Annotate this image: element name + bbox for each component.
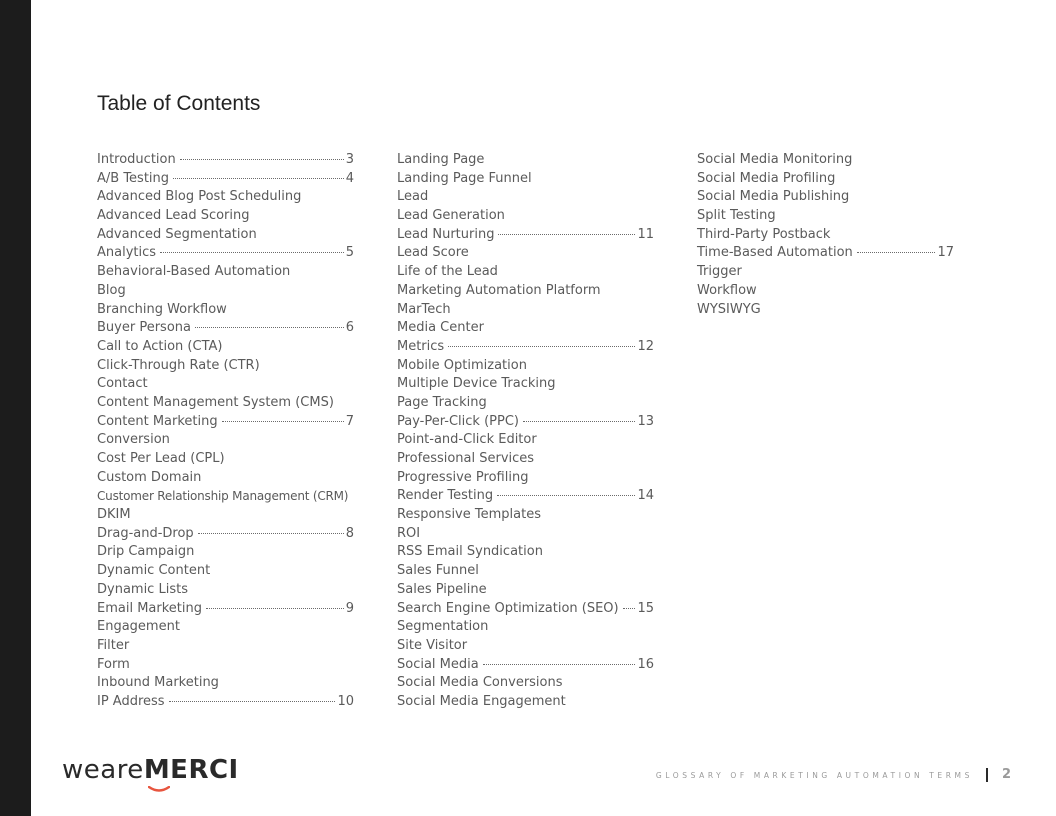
toc-dot-leader bbox=[160, 252, 344, 253]
footer-page-number: 2 bbox=[1002, 767, 1012, 782]
logo-text-merci: MERCI bbox=[143, 755, 239, 785]
toc-entry-label: Call to Action (CTA) bbox=[97, 338, 223, 354]
toc-entry[interactable] bbox=[97, 170, 354, 189]
toc-entry[interactable] bbox=[97, 562, 354, 581]
toc-dot-leader bbox=[173, 178, 344, 179]
toc-entry-label: Multiple Device Tracking bbox=[397, 376, 556, 392]
toc-entry[interactable] bbox=[397, 226, 654, 245]
left-sidebar-bar bbox=[0, 0, 31, 816]
toc-entry-label: Conversion bbox=[97, 432, 170, 448]
toc-entry-label: Drip Campaign bbox=[97, 544, 195, 560]
toc-entry[interactable] bbox=[97, 151, 354, 170]
toc-entry[interactable] bbox=[97, 413, 354, 432]
toc-entry[interactable] bbox=[97, 394, 354, 413]
toc-entry[interactable] bbox=[97, 282, 354, 301]
toc-entry[interactable] bbox=[397, 618, 654, 637]
toc-page-number: 6 bbox=[345, 320, 354, 336]
toc-entry[interactable] bbox=[97, 543, 354, 562]
toc-entry[interactable] bbox=[397, 301, 654, 320]
toc-entry-label: Time-Based Automation bbox=[697, 245, 853, 261]
toc-dot-leader bbox=[448, 346, 635, 347]
toc-entry-label: IP Address bbox=[97, 693, 165, 709]
toc-entry[interactable] bbox=[697, 151, 954, 170]
toc-entry[interactable] bbox=[397, 450, 654, 469]
toc-entry-label: Professional Services bbox=[397, 451, 535, 466]
toc-entry[interactable] bbox=[697, 207, 954, 226]
toc-entry-label: Render Testing bbox=[397, 488, 494, 504]
toc-entry[interactable] bbox=[97, 506, 354, 525]
toc-entry-label: Buyer Persona bbox=[97, 320, 191, 336]
toc-entry[interactable] bbox=[97, 450, 354, 469]
toc-dot-leader bbox=[857, 252, 936, 253]
toc-dot-leader bbox=[483, 664, 636, 665]
toc-entry-label: Mobile Optimization bbox=[397, 357, 527, 373]
toc-entry-label: Social Media Conversions bbox=[397, 675, 563, 691]
toc-entry[interactable] bbox=[97, 338, 354, 357]
toc-dot-leader bbox=[198, 533, 344, 534]
toc-dot-leader bbox=[222, 421, 344, 422]
toc-entry-label: Content Management System (CMS) bbox=[97, 394, 334, 410]
toc-entry-label: Responsive Templates bbox=[397, 507, 541, 523]
toc-entry[interactable] bbox=[697, 263, 954, 282]
toc-entry-label: Social Media Monitoring bbox=[697, 152, 853, 167]
toc-entry[interactable] bbox=[697, 170, 954, 189]
toc-entry-label: Trigger bbox=[697, 264, 742, 280]
toc-entry-label: Content Marketing bbox=[97, 413, 218, 429]
toc-entry[interactable] bbox=[397, 656, 654, 675]
toc-page-number: 10 bbox=[337, 693, 354, 709]
toc-entry[interactable] bbox=[697, 282, 954, 301]
footer-document-title: GLOSSARY OF MARKETING AUTOMATION TERMS bbox=[655, 771, 973, 780]
toc-entry-label: MarTech bbox=[397, 301, 451, 317]
toc-entry-label: Site Visitor bbox=[397, 637, 468, 653]
toc-entry-label: Lead Score bbox=[397, 245, 469, 261]
toc-entry-label: A/B Testing bbox=[97, 170, 170, 186]
toc-entry-label: Social Media bbox=[397, 656, 479, 672]
toc-entry[interactable] bbox=[97, 301, 354, 320]
toc-entry[interactable] bbox=[397, 394, 654, 413]
toc-entry-label: Customer Relationship Management (CRM) bbox=[97, 489, 349, 504]
toc-entry[interactable] bbox=[397, 562, 654, 581]
toc-page-number: 3 bbox=[345, 152, 354, 167]
toc-entry[interactable] bbox=[97, 263, 354, 282]
toc-entry-label: Advanced Blog Post Scheduling bbox=[97, 189, 302, 205]
toc-entry[interactable] bbox=[97, 188, 354, 207]
toc-dot-leader bbox=[497, 495, 635, 496]
toc-entry[interactable] bbox=[397, 244, 654, 263]
toc-entry-label: Form bbox=[97, 656, 130, 672]
toc-entry[interactable] bbox=[397, 600, 654, 619]
toc-entry[interactable] bbox=[397, 525, 654, 544]
toc-dot-leader bbox=[169, 701, 336, 702]
toc-entry[interactable] bbox=[97, 226, 354, 245]
toc-entry[interactable] bbox=[397, 170, 654, 189]
toc-entry-label: Life of the Lead bbox=[397, 264, 498, 280]
toc-entry-label: Social Media Publishing bbox=[697, 189, 850, 205]
toc-entry-label: Advanced Segmentation bbox=[97, 226, 257, 242]
toc-entry-label: Contact bbox=[97, 376, 148, 392]
toc-entry[interactable] bbox=[97, 637, 354, 656]
toc-page-number: 16 bbox=[637, 656, 654, 672]
toc-entry[interactable] bbox=[397, 413, 654, 432]
toc-entry[interactable] bbox=[97, 525, 354, 544]
toc-entry[interactable] bbox=[697, 244, 954, 263]
toc-entry-label: DKIM bbox=[97, 507, 131, 523]
toc-entry[interactable] bbox=[97, 656, 354, 675]
toc-dot-leader bbox=[623, 608, 636, 609]
toc-entry[interactable] bbox=[397, 282, 654, 301]
toc-column-1 bbox=[97, 151, 354, 712]
toc-entry-label: Social Media Engagement bbox=[397, 693, 566, 709]
toc-entry[interactable] bbox=[397, 637, 654, 656]
toc-entry-label: Split Testing bbox=[697, 208, 776, 224]
toc-entry-label: Sales Funnel bbox=[397, 563, 479, 579]
toc-entry-label: WYSIWYG bbox=[697, 301, 761, 317]
toc-entry[interactable] bbox=[697, 188, 954, 207]
footer-separator bbox=[986, 768, 988, 782]
toc-entry-label: Pay-Per-Click (PPC) bbox=[397, 413, 519, 429]
toc-entry[interactable] bbox=[397, 674, 654, 693]
toc-entry[interactable] bbox=[397, 357, 654, 376]
toc-entry-label: Page Tracking bbox=[397, 394, 487, 410]
toc-dot-leader bbox=[180, 159, 344, 160]
toc-entry-label: Metrics bbox=[397, 338, 445, 354]
toc-entry-label: Dynamic Lists bbox=[97, 581, 188, 597]
merci-logo bbox=[62, 755, 239, 785]
toc-entry[interactable] bbox=[397, 375, 654, 394]
toc-entry[interactable] bbox=[97, 674, 354, 693]
toc-entry-label: Behavioral-Based Automation bbox=[97, 264, 291, 280]
toc-entry-label: Sales Pipeline bbox=[397, 581, 487, 597]
toc-entry-label: Advanced Lead Scoring bbox=[97, 208, 250, 224]
toc-entry-label: Landing Page bbox=[397, 152, 485, 167]
toc-entry[interactable] bbox=[97, 357, 354, 376]
toc-page-number: 11 bbox=[637, 226, 654, 242]
toc-entry-label: Analytics bbox=[97, 245, 157, 261]
toc-page-number: 9 bbox=[345, 600, 354, 616]
toc-entry-label: Lead bbox=[397, 189, 429, 205]
toc-entry[interactable] bbox=[397, 543, 654, 562]
toc-entry-label: RSS Email Syndication bbox=[397, 544, 543, 560]
toc-entry[interactable] bbox=[397, 469, 654, 488]
toc-entry-label: Workflow bbox=[697, 282, 757, 298]
toc-entry-label: Lead Nurturing bbox=[397, 226, 495, 242]
toc-entry[interactable] bbox=[97, 207, 354, 226]
toc-entry-label: Introduction bbox=[97, 152, 176, 167]
logo-text-weare: weare bbox=[62, 755, 144, 785]
toc-page-number: 8 bbox=[345, 525, 354, 541]
logo-smile-accent bbox=[148, 786, 170, 792]
toc-page-number: 17 bbox=[937, 245, 954, 261]
toc-entry-label: Filter bbox=[97, 637, 130, 653]
toc-column-2 bbox=[397, 151, 654, 712]
toc-page-number: 4 bbox=[345, 170, 354, 186]
toc-dot-leader bbox=[523, 421, 635, 422]
toc-entry-label: Third-Party Postback bbox=[697, 226, 831, 242]
toc-entry-label: Segmentation bbox=[397, 619, 489, 635]
toc-page-number: 12 bbox=[637, 338, 654, 354]
toc-column-3 bbox=[697, 151, 954, 319]
toc-entry-label: Inbound Marketing bbox=[97, 675, 219, 691]
toc-entry[interactable] bbox=[397, 506, 654, 525]
toc-page-number: 5 bbox=[345, 245, 354, 261]
toc-entry[interactable] bbox=[397, 338, 654, 357]
toc-entry-label: Engagement bbox=[97, 619, 180, 635]
toc-entry-label: Search Engine Optimization (SEO) bbox=[397, 600, 619, 616]
toc-dot-leader bbox=[498, 234, 635, 235]
toc-entry[interactable] bbox=[97, 431, 354, 450]
toc-dot-leader bbox=[206, 608, 344, 609]
toc-entry-label: Email Marketing bbox=[97, 600, 202, 616]
toc-dot-leader bbox=[195, 327, 344, 328]
toc-entry[interactable] bbox=[97, 319, 354, 338]
toc-entry[interactable] bbox=[397, 487, 654, 506]
toc-entry-label: Point-and-Click Editor bbox=[397, 432, 537, 448]
toc-page-number: 7 bbox=[345, 413, 354, 429]
toc-entry[interactable] bbox=[397, 151, 654, 170]
toc-entry-label: ROI bbox=[397, 525, 421, 541]
toc-entry-label: Branching Workflow bbox=[97, 301, 227, 317]
toc-entry[interactable] bbox=[397, 319, 654, 338]
toc-entry[interactable] bbox=[397, 263, 654, 282]
toc-entry-label: Landing Page Funnel bbox=[397, 170, 532, 186]
toc-entry-label: Lead Generation bbox=[397, 208, 505, 224]
page-title: Table of Contents bbox=[97, 92, 261, 115]
toc-entry[interactable] bbox=[397, 693, 654, 712]
toc-entry-label: Blog bbox=[97, 282, 126, 298]
toc-entry-label: Click-Through Rate (CTR) bbox=[97, 357, 260, 373]
toc-page-number: 15 bbox=[637, 600, 654, 616]
toc-entry[interactable] bbox=[97, 581, 354, 600]
toc-entry[interactable] bbox=[697, 226, 954, 245]
toc-entry[interactable] bbox=[97, 375, 354, 394]
toc-page-number: 14 bbox=[637, 488, 654, 504]
toc-entry[interactable] bbox=[397, 188, 654, 207]
toc-entry[interactable] bbox=[397, 431, 654, 450]
toc-entry-label: Custom Domain bbox=[97, 469, 202, 485]
toc-entry[interactable] bbox=[397, 207, 654, 226]
toc-entry[interactable] bbox=[97, 487, 354, 506]
toc-entry[interactable] bbox=[697, 301, 954, 320]
toc-entry-label: Progressive Profiling bbox=[397, 469, 529, 485]
toc-entry-label: Dynamic Content bbox=[97, 563, 211, 579]
toc-entry[interactable] bbox=[97, 600, 354, 619]
toc-entry-label: Media Center bbox=[397, 320, 484, 336]
toc-entry-label: Social Media Profiling bbox=[697, 170, 836, 186]
toc-entry[interactable] bbox=[97, 244, 354, 263]
toc-entry[interactable] bbox=[97, 693, 354, 712]
toc-entry-label: Marketing Automation Platform bbox=[397, 282, 601, 298]
toc-page-number: 13 bbox=[637, 413, 654, 429]
toc-entry-label: Cost Per Lead (CPL) bbox=[97, 451, 225, 466]
toc-entry[interactable] bbox=[397, 581, 654, 600]
toc-entry[interactable] bbox=[97, 618, 354, 637]
toc-entry[interactable] bbox=[97, 469, 354, 488]
toc-entry-label: Drag-and-Drop bbox=[97, 525, 194, 541]
